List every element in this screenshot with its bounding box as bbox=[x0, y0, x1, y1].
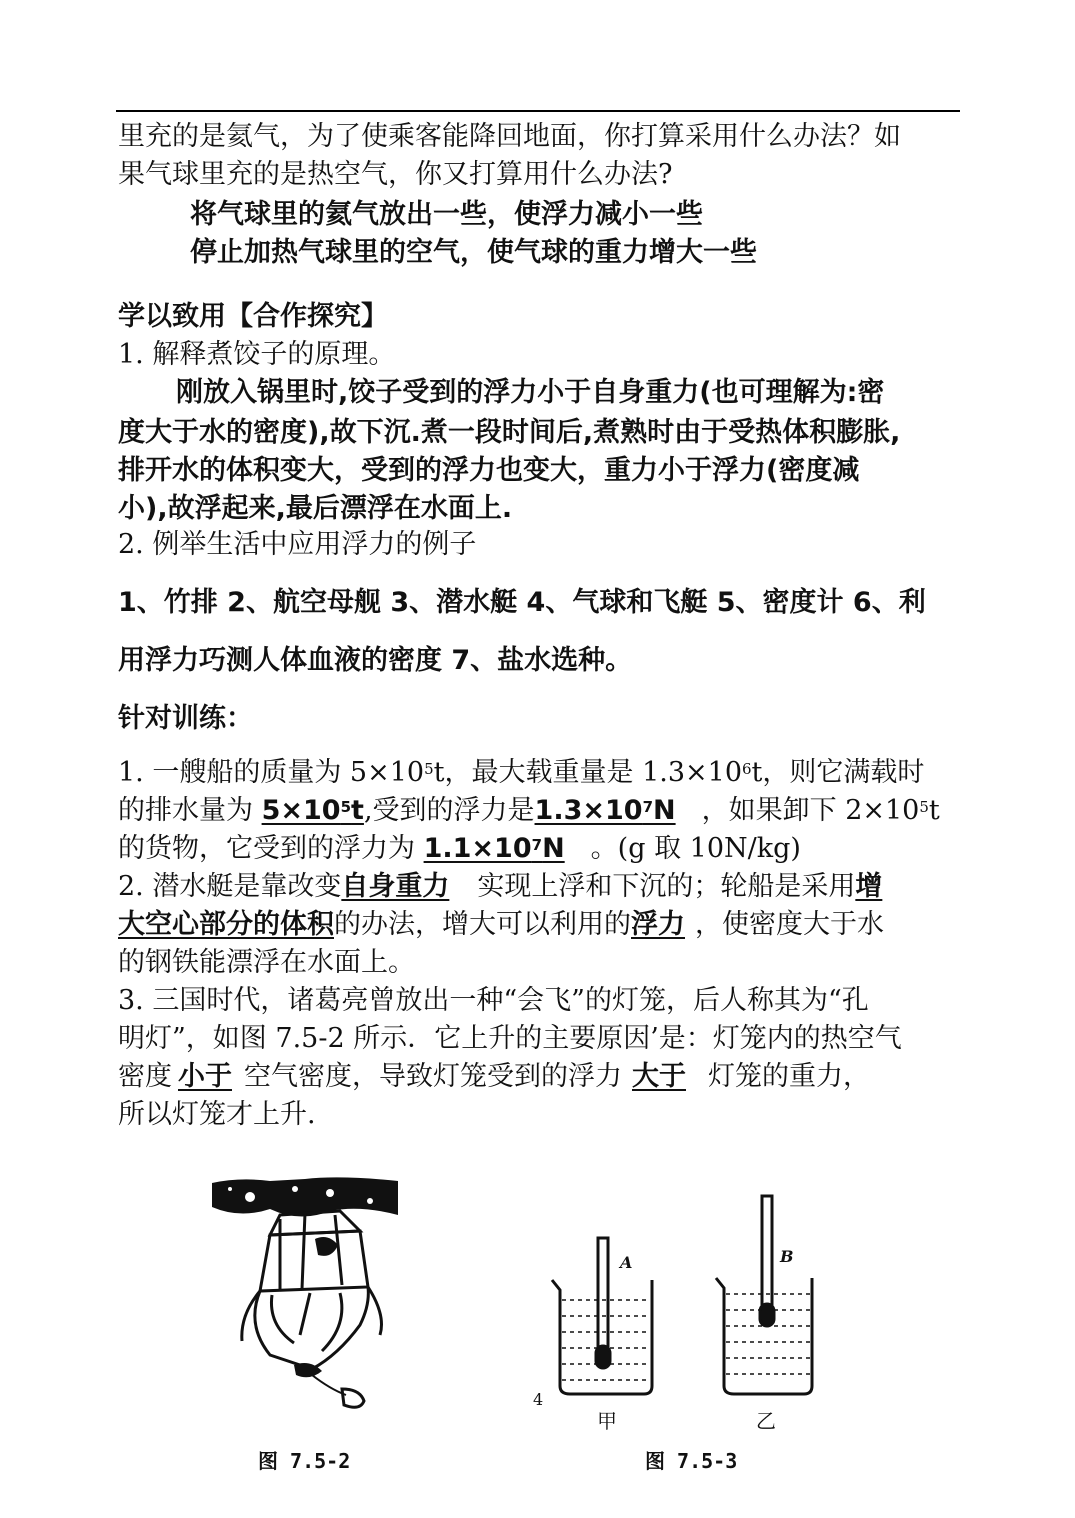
problem-1-line-3: 的货物，它受到的浮力为 $1.1\times 10^7N$ 。(g 取 10N/kg) bbox=[118, 833, 801, 864]
problem-3-line-1: 3. 三国时代，诸葛亮曾放出一种“会飞”的灯笼，后人称其为“孔 bbox=[118, 985, 869, 1016]
kongming-lantern-figure bbox=[210, 1175, 400, 1415]
intro-line-2: 果气球里充的是热空气，你又打算用什么办法? bbox=[118, 159, 673, 190]
densimeter-beakers-figure bbox=[540, 1190, 830, 1410]
answer-1-line-2: 度大于水的密度),故下沉.煮一段时间后,煮熟时由于受热体积膨胀, bbox=[118, 417, 901, 448]
answer-hollow-volume-start: 增 bbox=[855, 871, 883, 902]
label-jia: 甲 bbox=[597, 1409, 617, 1433]
label-yi: 乙 bbox=[756, 1409, 776, 1433]
answer-self-weight: 自身重力 bbox=[341, 871, 450, 902]
answer-1-line-4: 小),故浮起来,最后漂浮在水面上. bbox=[118, 493, 513, 524]
answer-greater-than: 大于 bbox=[632, 1061, 686, 1092]
problem-2-line-2: 大空心部分的体积的办法，增大可以利用的浮力 ，使密度大于水 bbox=[118, 909, 884, 940]
problem-2-line-1: 2. 潜水艇是靠改变自身重力 实现上浮和下沉的；轮船是采用增 bbox=[118, 871, 883, 902]
section-heading: 学以致用【合作探究】 bbox=[118, 301, 388, 332]
intro-line-1: 里充的是氦气，为了使乘客能降回地面，你打算采用什么办法？如 bbox=[118, 121, 901, 152]
answer-2-line-2: 用浮力巧测人体血液的密度 7、盐水选种。 bbox=[118, 645, 633, 676]
answer-buoyancy-unloaded: $1.1\times 10^7N$ bbox=[423, 833, 565, 864]
answer-buoyancy-full: $1.3\times 10^7N$ bbox=[534, 795, 676, 826]
beaker-yi bbox=[716, 1196, 812, 1394]
problem-1-line-2: 的排水量为 $5\times 10^5t$,受到的浮力是$1.3\times 10^7N$ ，如果卸下 $2\times 10^5t$ bbox=[118, 795, 940, 826]
problem-3-line-4: 所以灯笼才上升. bbox=[118, 1099, 316, 1130]
answer-1-line-1: 刚放入锅里时,饺子受到的浮力小于自身重力(也可理解为:密 bbox=[176, 377, 885, 408]
intro-answer-1: 将气球里的氦气放出一些，使浮力减小一些 bbox=[190, 199, 703, 230]
answer-buoyant-force: 浮力 bbox=[631, 909, 685, 940]
question-1: 1. 解释煮饺子的原理。 bbox=[118, 339, 396, 370]
training-heading: 针对训练： bbox=[118, 703, 253, 734]
answer-hollow-volume: 大空心部分的体积 bbox=[118, 909, 334, 940]
answer-2-line-1: 1、竹排 2、航空母舰 3、潜水艇 4、气球和飞艇 5、密度计 6、利 bbox=[118, 587, 926, 618]
beaker-jia bbox=[552, 1238, 652, 1394]
question-2: 2. 例举生活中应用浮力的例子 bbox=[118, 529, 477, 560]
answer-displacement: $5\times 10^5t$ bbox=[261, 795, 364, 826]
answer-less-than: 小于 bbox=[178, 1061, 232, 1092]
top-rule bbox=[116, 110, 960, 112]
answer-1-line-3: 排开水的体积变大，受到的浮力也变大，重力小于浮力(密度减 bbox=[118, 455, 860, 486]
figure-7-5-2-caption: 图 7.5-2 bbox=[258, 1449, 351, 1473]
problem-3-line-3: 密度小于 空气密度，导致灯笼受到的浮力大于 灯笼的重力， bbox=[118, 1061, 870, 1092]
problem-2-line-3: 的钢铁能漂浮在水面上。 bbox=[118, 947, 415, 978]
intro-answer-2: 停止加热气球里的空气，使气球的重力增大一些 bbox=[190, 237, 757, 268]
problem-1-line-1: 1. 一艘船的质量为 $5\times 10^5t$，最大载重量是 $1.3\times 10^6t$，则它满载时 bbox=[118, 757, 925, 788]
label-b: B bbox=[780, 1247, 794, 1266]
page-number: 4 bbox=[533, 1390, 544, 1409]
label-a: A bbox=[620, 1253, 633, 1272]
problem-3-line-2: 明灯”，如图 7.5-2 所示．它上升的主要原因’是：灯笼内的热空气 bbox=[118, 1023, 902, 1054]
figure-7-5-3-caption: 图 7.5-3 bbox=[645, 1449, 738, 1473]
